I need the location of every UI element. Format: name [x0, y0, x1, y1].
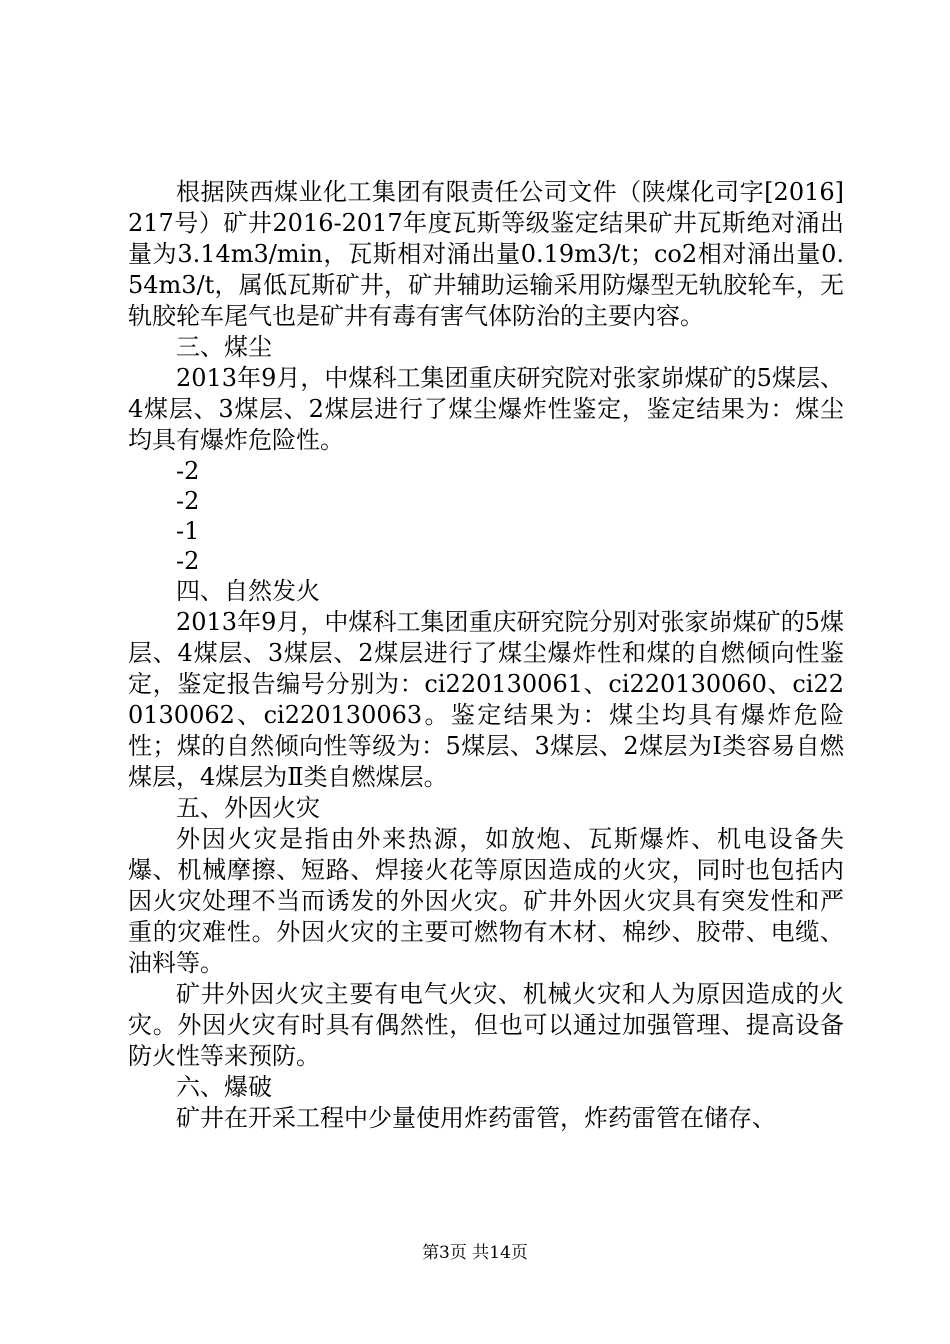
list-item: -2	[176, 457, 200, 485]
section-heading-coal-dust: 三、煤尘	[176, 333, 272, 361]
paragraph-coal-dust: 2013年9月，中煤科工集团重庆研究院对张家峁煤矿的5煤层、4煤层、3煤层、2煤层进行了煤尘爆炸性鉴定，鉴定结果为：煤尘均具有爆炸危险性。	[128, 364, 844, 454]
list-item: -1	[176, 517, 200, 545]
page-number-footer: 第3页 共14页	[422, 1243, 528, 1263]
paragraph-gas-grade: 根据陕西煤业化工集团有限责任公司文件（陕煤化司字[2016]217号）矿井2016-2017年度瓦斯等级鉴定结果矿井瓦斯绝对涌出量为3.14m3/min，瓦斯相对涌出量0.19m3/t；co2相对涌出量0.54m3/t，属低瓦斯矿井，矿井辅助运输采用防爆型无轨胶轮车，无轨胶轮车尾气也是矿井有毒有害气体防治的主要内容。	[128, 178, 844, 330]
list-item: -2	[176, 547, 200, 575]
section-heading-spontaneous-combustion: 四、自然发火	[176, 577, 320, 605]
document-body	[128, 177, 844, 1134]
paragraph-blasting: 矿井在开采工程中少量使用炸药雷管，炸药雷管在储存、	[176, 1104, 776, 1132]
paragraph-external-fire-definition: 外因火灾是指由外来热源，如放炮、瓦斯爆炸、机电设备失爆、机械摩擦、短路、焊接火花等原因造成的火灾，同时也包括内因火灾处理不当而诱发的外因火灾。矿井外因火灾具有突发性和严重的灾难性。外因火灾的主要可燃物有木材、棉纱、胶带、电缆、油料等。	[128, 825, 844, 977]
section-heading-blasting: 六、爆破	[176, 1073, 272, 1101]
list-item: -2	[176, 487, 200, 515]
paragraph-spontaneous-combustion: 2013年9月，中煤科工集团重庆研究院分别对张家峁煤矿的5煤层、4煤层、3煤层、2煤层进行了煤尘爆炸性和煤的自燃倾向性鉴定，鉴定报告编号分别为：ci220130061、ci220130060、ci220130062、ci220130063。鉴定结果为：煤尘均具有爆炸危险性；煤的自然倾向性等级为：5煤层、3煤层、2煤层为Ⅰ类容易自燃煤层，4煤层为Ⅱ类自燃煤层。	[128, 608, 844, 791]
section-heading-external-fire: 五、外因火灾	[176, 794, 320, 822]
paragraph-external-fire-types: 矿井外因火灾主要有电气火灾、机械火灾和人为原因造成的火灾。外因火灾有时具有偶然性，但也可以通过加强管理、提高设备防火性等来预防。	[128, 980, 844, 1070]
